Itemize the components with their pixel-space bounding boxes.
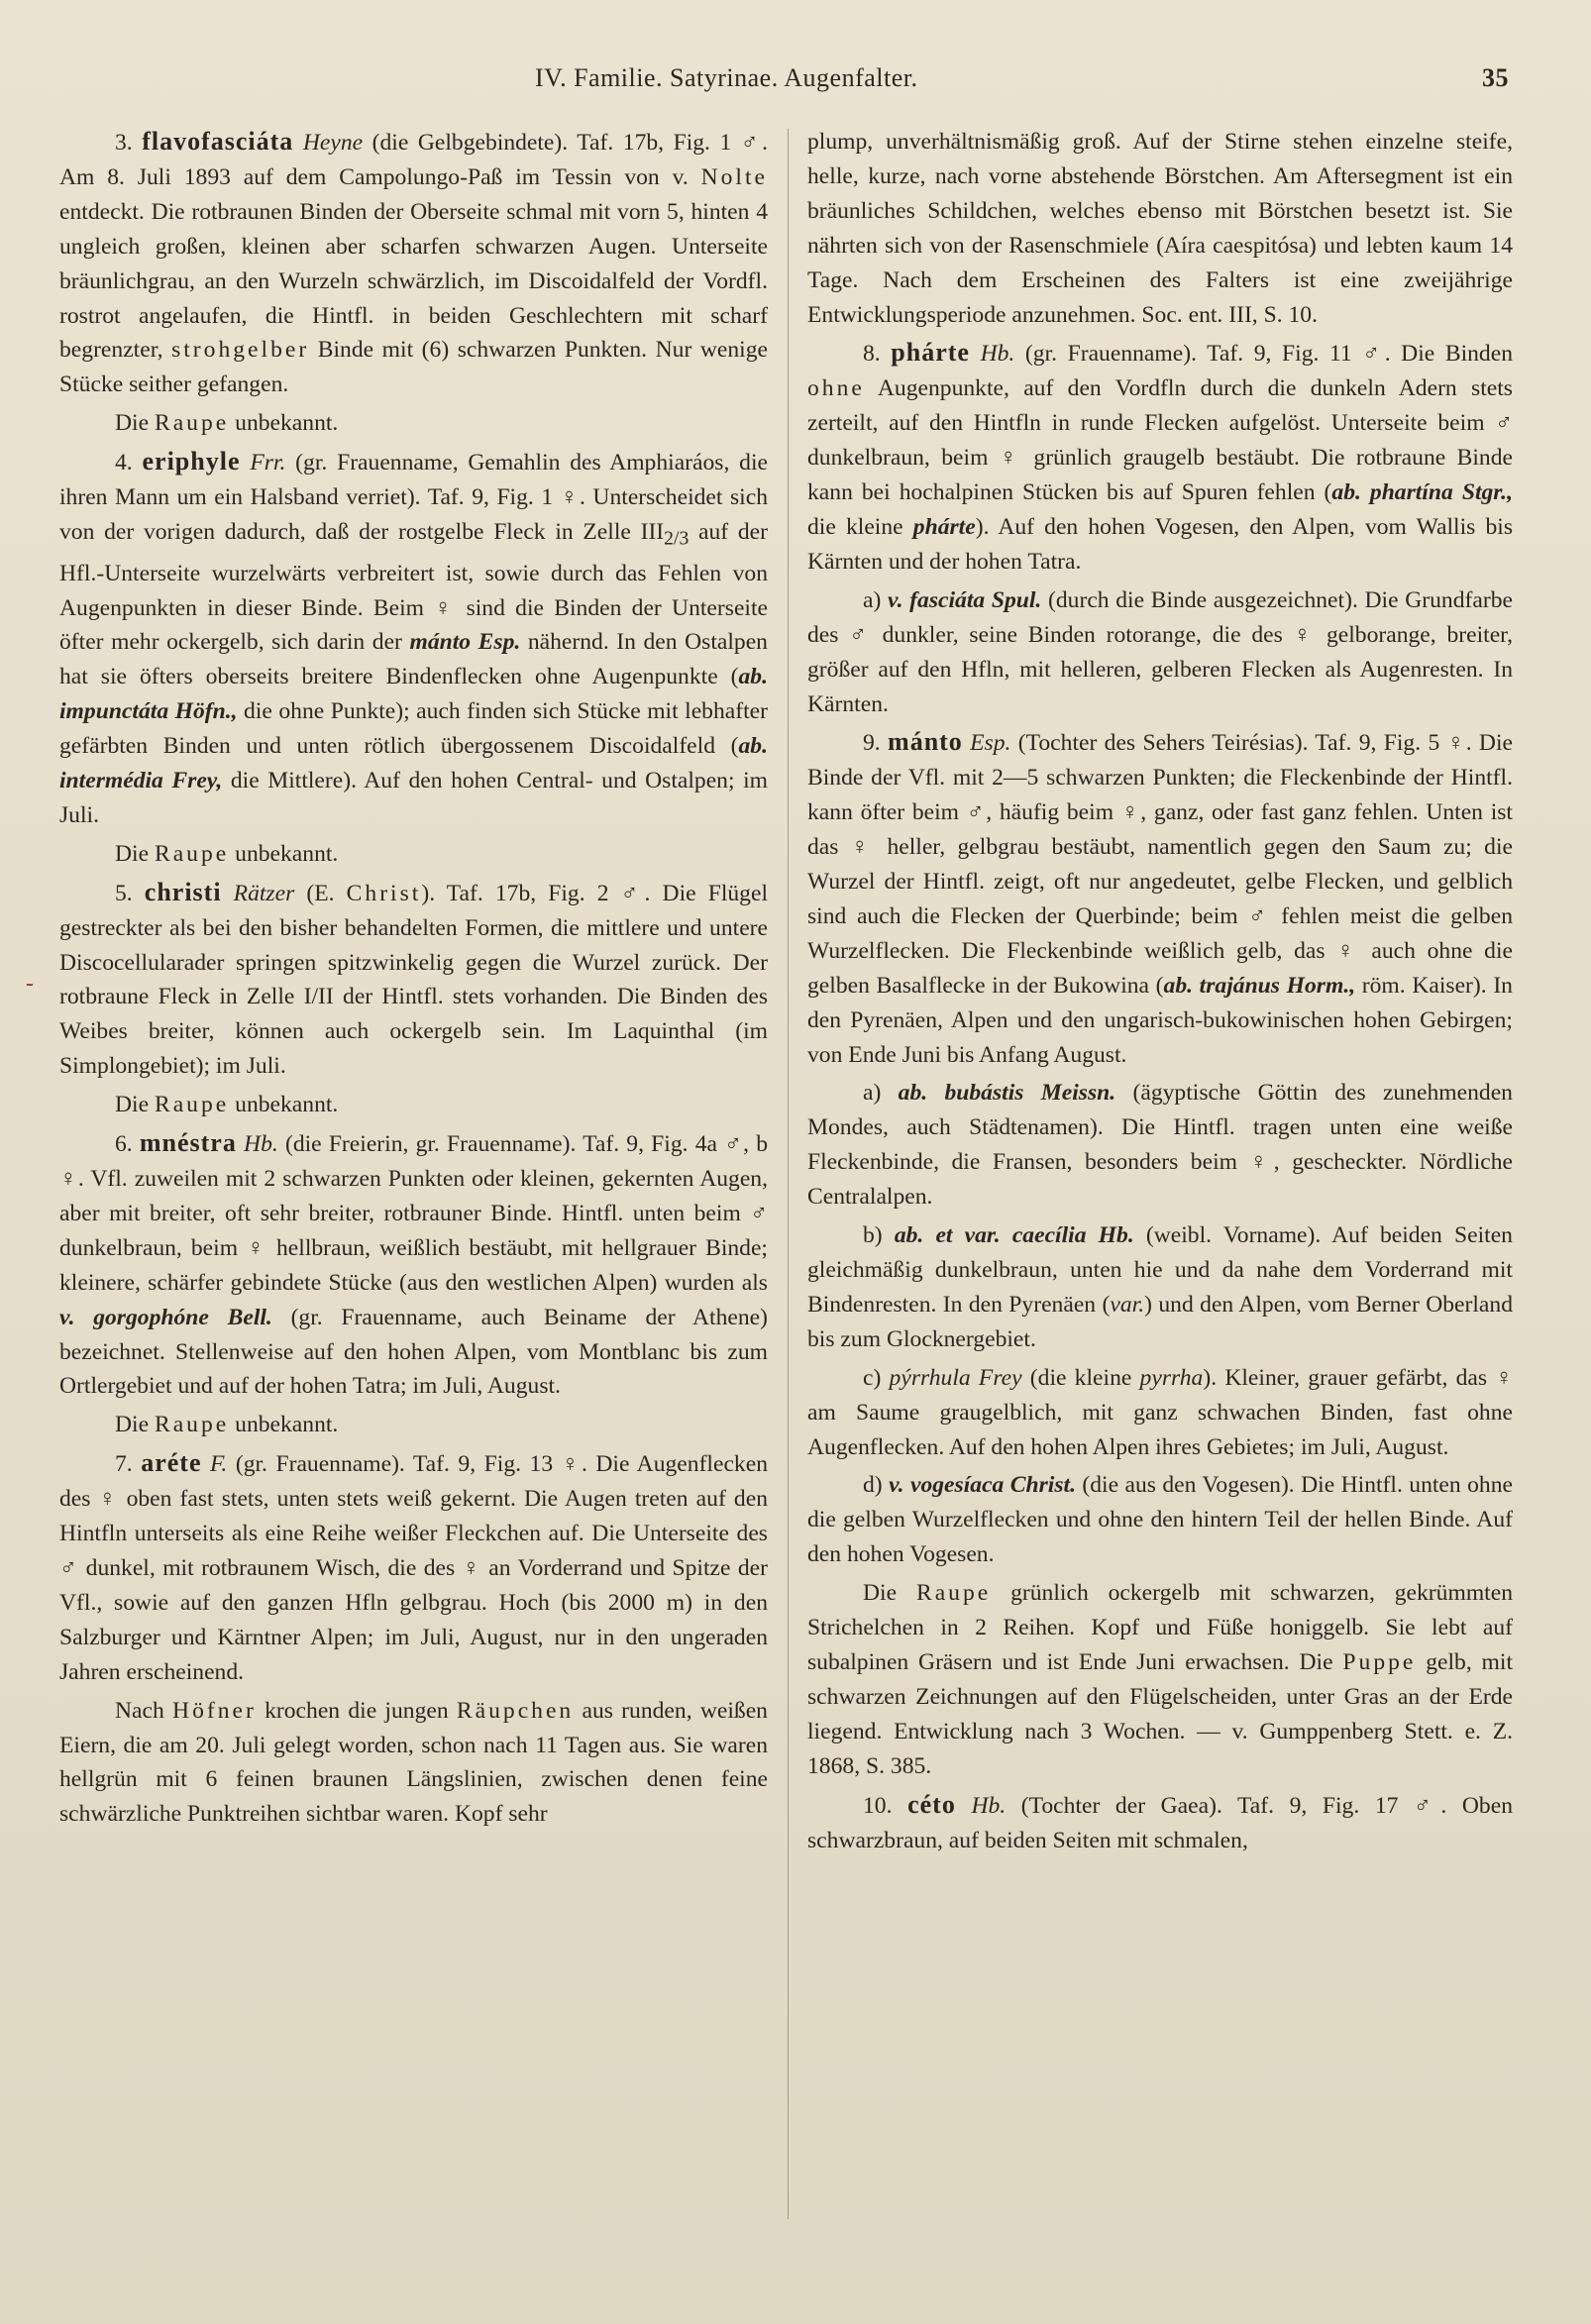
species-name: eriphyle (142, 447, 241, 476)
continued-text: plump, unverhältnismäßig groß. Auf der Stirne stehen einzelne steife, helle, kurze, nach vorne abstehende Börstchen. Am Aftersegment ist ein bräunliches Schildchen, welches ebenso mit Börstchen besetzt ist. Sie nährten sich von der Rasenschmiele (Aíra caespitósa) und lebten kaum 14 Tage. Nach dem Erscheinen des Falters ist eine zweijährige Entwicklungsperiode anzunehmen. Soc. ent. III, S. 10. (807, 129, 1513, 328)
item-letter: a) (863, 1080, 899, 1107)
text: Die (115, 1412, 155, 1438)
spaced-term: Raupe (154, 1092, 230, 1118)
item-letter: c) (863, 1364, 890, 1391)
aberration-caecilia (807, 1218, 1513, 1357)
spaced-term: Raupe (154, 840, 230, 867)
text: Die (115, 410, 155, 437)
entry-ceto (807, 1788, 1513, 1858)
larva-description (59, 1694, 768, 1833)
right-column (807, 125, 1513, 2225)
entry-text: (gr. Frauenname, Gemahlin des Amphiaráos, die ihren Mann um ein Halsband verriet). Taf. 9, Fig. 1 ♀. Unterscheidet sich von der vorigen dadurch, daß der rostgelbe Fleck in Zelle III (59, 450, 768, 545)
entry-manto (807, 725, 1513, 1072)
entry-text: röm. Kaiser). In den Pyrenäen, Alpen und den ungarisch-bukowinischen hohen Gebirgen; von Ende Juni bis Anfang August. (807, 972, 1513, 1068)
item-letter: b) (863, 1222, 895, 1249)
entry-text: nähernd. In den Ostalpen hat sie öfters oberseits breitere Bindenflecken ohne Augenpunkte ( (59, 629, 768, 690)
entry-number: 6. (115, 1131, 140, 1158)
spaced-term: Raupe (154, 410, 230, 437)
spaced-term: Raupe (915, 1580, 992, 1607)
larva-pupa-description (807, 1576, 1513, 1783)
entry-number: 5. (115, 880, 145, 906)
entry-pharte (807, 336, 1513, 579)
text: krochen die jungen (256, 1697, 457, 1724)
aberration-bubastis (807, 1076, 1513, 1215)
variety-fasciata (807, 583, 1513, 722)
text: unbekannt. (229, 840, 339, 867)
margin-mark: - (26, 971, 34, 997)
form-pyrrhula (807, 1361, 1513, 1465)
entry-eriphyle (59, 445, 768, 833)
space (237, 1131, 244, 1157)
spaced-term: ohne (807, 375, 865, 402)
variety-vogesiaca (807, 1468, 1513, 1572)
text: unbekannt. (229, 410, 339, 437)
entry-text: ). Kleiner, grauer gefärbt, das ♀ am Saume graugelblich, mit ganz schwachen Binden, fast ohne Augenflecken. Auf den hohen Alpen ihres Gebietes; im Juli, August. (807, 1364, 1513, 1460)
species-author: Hb. (980, 341, 1015, 368)
spaced-name: Christ (346, 880, 422, 906)
species-name: flavofasciáta (142, 127, 294, 156)
species-author: Rätzer (233, 880, 295, 906)
entry-number: 4. (115, 450, 143, 476)
text: Nach (115, 1697, 173, 1724)
species-ref: phárte (912, 513, 976, 540)
species-name: aréte (141, 1448, 202, 1478)
aberration-name: ab. trajánus Horm., (1163, 972, 1356, 999)
species-author: Hb. (244, 1131, 278, 1158)
subscript: 2/3 (664, 527, 689, 550)
entry-text: Binde mit (6) schwarzen Punkten. Nur wenige Stücke seither gefangen. (59, 337, 768, 398)
entry-number: 10. (863, 1792, 908, 1819)
species-author: Esp. (970, 730, 1011, 757)
entry-text: (die Gelbgebindete). Taf. 17b, Fig. 1 ♂. Am 8. Juli 1893 auf dem Campolungo-Paß im Tessin von v. (59, 130, 768, 190)
entry-number: 3. (115, 130, 143, 156)
larva-note (59, 1088, 768, 1122)
entry-text: (gr. Frauenname). Taf. 9, Fig. 11 ♂. Die Binden (1014, 341, 1513, 368)
column-divider (788, 129, 789, 2219)
text: Die (863, 1580, 916, 1607)
text: Die (115, 1092, 155, 1118)
entry-number: 9. (863, 730, 889, 757)
entry-flavofasciata (59, 125, 768, 402)
species-author: Frr. (250, 450, 286, 476)
left-column (59, 125, 768, 2225)
spaced-term: Puppe (1342, 1648, 1417, 1675)
species-author: Hb. (971, 1792, 1007, 1819)
entry-text: (Tochter des Sehers Teirésias). Taf. 9, Fig. 5 ♀. Die Binde der Vfl. mit 2—5 schwarzen Punkten; die Fleckenbinde der Hintfl. kann öfter beim ♂, häufig beim ♀, ganz, oder fast ganz fehlen. Unten ist das ♀ heller, gelbgrau bestäubt, namentlich gegen den Saum zu; die Wurzel der Hintfl. zeigt, oft nur angedeutet, gelbe Flecken, und gelblich sind auch die Flecken der Querbinde; beim ♂ fehlen meist die gelben Wurzelflecken. Die Fleckenbinde weißlich gelb, das ♀ auch ohne die gelben Basalflecke in der Bukowina ( (807, 730, 1513, 999)
variety-name: v. fasciáta Spul. (888, 586, 1042, 613)
entry-text: ). Auf den hohen Vogesen, den Alpen, vom Wallis bis Kärnten und der hohen Tatra. (807, 513, 1513, 575)
space (956, 1793, 972, 1819)
entry-text: ) und den Alpen, vom Berner Oberland bis zum Glocknergebiet. (807, 1291, 1513, 1352)
page-number: 35 (1482, 63, 1509, 92)
entry-text: (durch die Binde ausgezeichnet). Die Grundfarbe des ♂ dunkler, seine Binden rotorange, die des ♀ gelborange, breiter, größer auf den Hfln, mit helleren, gelberen Flecken als Augenresten. In Kärnten. (807, 586, 1513, 717)
spaced-term: strohgelber (171, 337, 310, 364)
species-ref: pyrrha (1139, 1364, 1204, 1391)
aberration-name: ab. phartína Stgr., (1331, 479, 1513, 506)
form-name: pýrrhula Frey (889, 1364, 1022, 1391)
entry-text: (die Freierin, gr. Frauenname). Taf. 9, Fig. 4a ♂, b ♀. Vfl. zuweilen mit 2 schwarzen Punkten oder kleinen, gekernten Augen, aber mit breiter, oft sehr breiter, rotbrauner Binde. Hintfl. unten beim ♂ dunkelbraun, beim ♀ hellbraun, weißlich bestäubt, mit hellgrauer Binde; kleinere, schärfer gebindete Stücke (aus den westlichen Alpen) wurden als (59, 1131, 768, 1296)
species-name: céto (907, 1789, 956, 1819)
aberration-name: ab. et var. caecília Hb. (894, 1222, 1134, 1249)
space (241, 450, 251, 475)
entry-text: (gr. Frauenname). Taf. 9, Fig. 13 ♀. Die Augenflecken des ♀ oben fast stets, unten stets weiß gekernt. Die Augen treten auf den Hintfln unterseits als eine Reihe weißer Fleckchen auf. Die Unterseite des ♂ dunkel, mit rotbraunem Wisch, die des ♀ an Vorderrand und Spitze der Vfl., sowie auf den ganzen Hfln gelbgrau. Hoch (bis 2000 m) in den Salzburger und Kärntner Alpen; im Juli, August, nur in den ungeraden Jahren erscheinend. (59, 1451, 768, 1685)
entry-christi (59, 876, 768, 1084)
text: Die (115, 840, 155, 867)
space (293, 130, 303, 156)
spaced-term: Raupe (154, 1412, 230, 1438)
species-name: mánto (888, 727, 963, 757)
item-letter: d) (863, 1472, 890, 1499)
larva-note (59, 837, 768, 872)
space (970, 341, 981, 367)
italic-term: var. (1110, 1291, 1145, 1318)
text: grünlich ockergelb mit schwarzen, gekrümmten Strichelchen in 2 Reihen. Kopf und Füße honiggelb. Sie lebt auf subalpinen Gräsern und ist Ende Juni erwachsen. Die (807, 1580, 1513, 1675)
species-name: phárte (891, 338, 970, 368)
text: unbekannt. (229, 1092, 339, 1118)
species-name: christi (144, 877, 222, 906)
larva-note (59, 406, 768, 441)
aberration-name: ab. intermédia Frey, (59, 733, 768, 794)
spaced-term: Räupchen (456, 1697, 575, 1724)
entry-text: (die kleine (1021, 1364, 1140, 1391)
text: aus runden, weißen Eiern, die am 20. Juli gelegt worden, schon nach 11 Tagen aus. Sie waren hellgrün mit 6 feinen braunen Längslinien, zwischen denen feine schwärzliche Punktreihen sichtbar waren. Kopf sehr (59, 1697, 768, 1828)
species-name: mnéstra (139, 1128, 237, 1158)
spaced-name: Höfner (172, 1697, 257, 1724)
entry-text: Augenpunkte, auf den Vordfln durch die dunkeln Adern stets zerteilt, auf den Hintfln in runde Flecken aufgelöst. Unterseite beim ♂ dunkelbraun, beim ♀ grünlich graugelb bestäubt. Die rotbraune Binde kann bei hochalpinen Stücken bis auf Spuren fehlen ( (807, 375, 1513, 506)
entry-text: die Mittlere). Auf den hohen Central- und Ostalpen; im Juli. (59, 768, 768, 828)
species-author: Heyne (302, 130, 364, 156)
species-author: F. (210, 1451, 228, 1478)
space (222, 881, 234, 906)
aberration-name: ab. bubástis Meissn. (898, 1080, 1116, 1107)
space (202, 1451, 211, 1477)
page-header (0, 63, 1591, 103)
text: unbekannt. (229, 1412, 339, 1438)
variety-name: v. vogesíaca Christ. (889, 1472, 1076, 1499)
entry-text: (ägyptische Göttin des zunehmenden Mondes, auch Städtenamen). Die Hintfl. tragen unten eine weiße Fleckenbinde, die Fransen, besonders beim ♀, gescheckter. Nördliche Centralalpen. (807, 1080, 1513, 1211)
entry-text: ). Taf. 17b, Fig. 2 ♂. Die Flügel gestreckter als bei den bisher behandelten Formen, die mittlere und untere Discocellularader springen spitzwinkelig gegen die Wurzel zurück. Der rotbraune Fleck in Zelle I/II der Hintfl. stets vorhanden. Die Binden des Weibes breiter, können auch ockergelb sein. Im Laquinthal (im Simplongebiet); im Juli. (59, 880, 768, 1080)
text: gelb, mit schwarzen Zeichnungen auf den Flügelscheiden, unter Gras an der Erde liegend. Entwicklung nach 3 Wochen. — v. Gumppenberg Stett. e. Z. 1868, S. 385. (807, 1648, 1513, 1779)
entry-text: die ohne Punkte); auch finden sich Stücke mit lebhafter gefärbten Binden und unten rötlich übergossenem Discoidalfeld ( (59, 698, 768, 760)
entry-text: (die aus den Vogesen). Die Hintfl. unten ohne die gelben Wurzelflecken und ohne den hintern Teil der hellen Binde. Auf den hohen Vogesen. (807, 1472, 1513, 1568)
aberration-name: ab. impunctáta Höfn., (59, 664, 768, 725)
entry-text: (E. (294, 880, 347, 906)
entry-arete (59, 1446, 768, 1689)
entry-text: die kleine (807, 513, 913, 540)
entry-number: 7. (115, 1451, 142, 1478)
entry-text: entdeckt. Die rotbraunen Binden der Oberseite schmal mit vorn 5, hinten 4 ungleich großen, kleinen aber scharfen schwarzen Augen. Unterseite bräunlichgrau, an den Wurzeln schwärzlich, im Discoidalfeld der Vordfl. rostrot angelaufen, die Hintfl. in beiden Geschlechtern mit scharf begrenzter, (59, 198, 768, 364)
entry-text: (Tochter der Gaea). Taf. 9, Fig. 17 ♂. Oben schwarzbraun, auf beiden Seiten mit schmalen, (807, 1792, 1513, 1853)
entry-text: (gr. Frauenname, auch Beiname der Athene) bezeichnet. Stellenweise auf den hohen Alpen, vom Montblanc bis zum Ortlergebiet und auf der hohen Tatra; im Juli, August. (59, 1304, 768, 1400)
species-ref: mánto Esp. (409, 629, 521, 656)
spaced-name: Nolte (700, 163, 768, 190)
running-head: IV. Familie. Satyrinae. Augenfalter. (535, 63, 918, 92)
item-letter: a) (863, 586, 888, 613)
entry-text: auf der Hfl.-Unterseite wurzelwärts verbreitert ist, sowie durch das Fehlen von Augenpunkten in dieser Binde. Beim ♀ sind die Binden der Unterseite öfter mehr ockergelb, sich darin der (59, 518, 768, 656)
entry-mnestra (59, 1126, 768, 1404)
larva-note (59, 1408, 768, 1442)
variety-name: v. gorgophóne Bell. (59, 1304, 272, 1330)
entry-text: (weibl. Vorname). Auf beiden Seiten gleichmäßig dunkelbraun, unten hie und da nahe dem Vorderrand mit Bindenresten. In den Pyrenäen ( (807, 1222, 1513, 1318)
entry-number: 8. (863, 341, 892, 368)
